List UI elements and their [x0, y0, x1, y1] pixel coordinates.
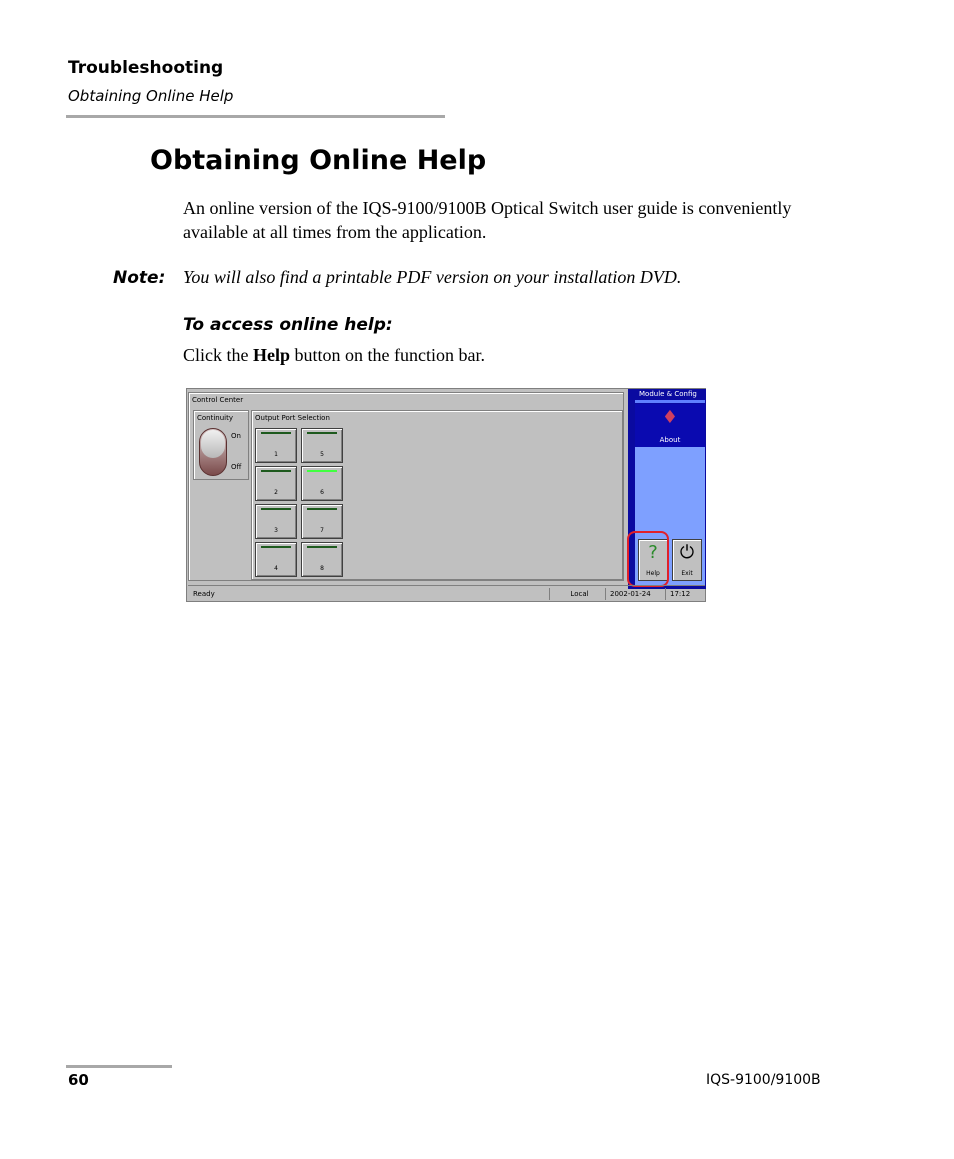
control-center-title: Control Center — [192, 396, 244, 404]
toggle-off-label: Off — [231, 463, 242, 471]
procedure-step — [183, 345, 485, 366]
port-button-7[interactable] — [301, 504, 343, 539]
app-screenshot — [186, 388, 706, 602]
port-led — [307, 508, 337, 510]
note-label: Note: — [113, 268, 166, 288]
intro-paragraph: An online version of the IQS-9100/9100B Optical Switch user guide is conveniently available at all times from the application. — [183, 198, 792, 242]
step-help-bold: Help — [253, 345, 291, 365]
procedure-title: To access online help: — [183, 315, 393, 335]
port-number: 4 — [274, 565, 278, 572]
status-date: 2002-01-24 — [605, 588, 665, 600]
running-header-section: Troubleshooting — [68, 58, 224, 78]
port-number: 1 — [274, 451, 278, 458]
exit-label: Exit — [681, 570, 693, 577]
exit-button[interactable] — [672, 539, 702, 581]
footer-rule — [66, 1065, 172, 1068]
port-led — [261, 432, 291, 434]
port-button-8[interactable] — [301, 542, 343, 577]
status-ready: Ready — [193, 590, 215, 598]
port-led — [307, 432, 337, 434]
port-led — [261, 546, 291, 548]
status-mode: Local — [549, 588, 605, 600]
continuity-label: Continuity — [197, 414, 234, 422]
about-label: About — [659, 436, 681, 444]
step-text-after: button on the function bar. — [290, 345, 485, 365]
port-number: 7 — [320, 527, 324, 534]
help-question-icon: ? — [648, 542, 658, 563]
module-config-title: Module & Config — [639, 390, 697, 398]
help-highlight-ring — [627, 531, 669, 587]
header-rule — [66, 115, 445, 118]
port-button-4[interactable] — [255, 542, 297, 577]
toggle-on-label: On — [231, 432, 241, 440]
footer-product: IQS-9100/9100B — [706, 1072, 821, 1088]
step-text-before: Click the — [183, 345, 253, 365]
port-number: 3 — [274, 527, 278, 534]
port-button-5[interactable] — [301, 428, 343, 463]
toggle-knob — [201, 430, 225, 458]
running-header-subsection: Obtaining Online Help — [68, 87, 234, 105]
port-button-2[interactable] — [255, 466, 297, 501]
help-label: Help — [646, 570, 660, 577]
port-number: 5 — [320, 451, 324, 458]
port-led — [307, 546, 337, 548]
book-icon: ♦ — [661, 407, 679, 428]
output-port-label: Output Port Selection — [255, 414, 330, 422]
module-config-divider — [635, 400, 705, 403]
port-button-3[interactable] — [255, 504, 297, 539]
port-number: 8 — [320, 565, 324, 572]
port-led — [307, 470, 337, 472]
power-icon: ⏻ — [679, 542, 695, 563]
page-title: Obtaining Online Help — [150, 145, 487, 176]
status-time: 17:12 — [665, 588, 705, 600]
port-number: 2 — [274, 489, 278, 496]
port-button-1[interactable] — [255, 428, 297, 463]
page-number: 60 — [68, 1071, 89, 1089]
note-text: You will also find a printable PDF version on your installation DVD. — [183, 267, 682, 287]
port-led — [261, 470, 291, 472]
port-led — [261, 508, 291, 510]
port-button-6[interactable] — [301, 466, 343, 501]
port-number: 6 — [320, 489, 324, 496]
